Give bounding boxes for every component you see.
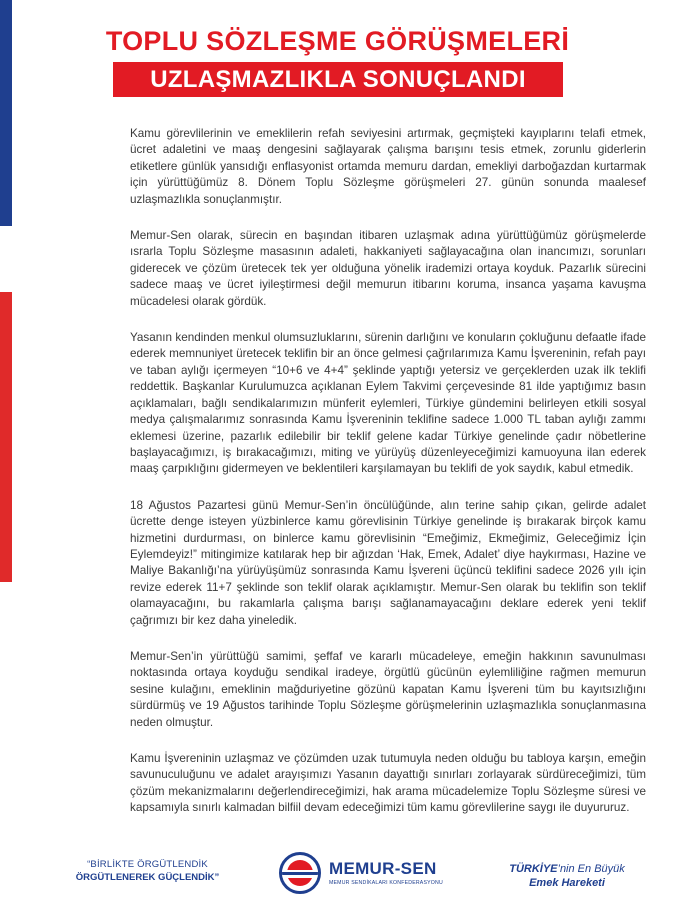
tagline-line-2: Emek Hareketi xyxy=(529,877,605,889)
tagline-bold: TÜRKİYE xyxy=(509,863,558,875)
paragraph-6: Kamu İşvereninin uzlaşmaz ve çözümden uzak tutumuyla neden olduğu bu tabloya karşın, emeğin savunuculuğunu ve adalet arayışımızı Yasanın dayattığı sınırları zorlayarak sürdüreceğimizi, tüm çözüm mekanizmalarını değerlendireceğimizi, hak arama mücadelemize Toplu Sözleşme süresi ve kapsamıyla sınırlı kalmadan bilfiil devam edeceğimizi tüm kamu görevlilerine saygı ile duyururuz. xyxy=(130,752,646,815)
paragraph-4: 18 Ağustos Pazartesi günü Memur-Sen’in öncülüğünde, alın terine sahip çıkan, gelirde adalet ücrette denge isteyen yüzbinlerce kamu görevlisinin Türkiye genelinde iş bırakarak birçok kamu hizmetini durdurması, on binlerce kamu görevlisinin “Emeğimiz, Ekmeğimiz, Geleceğimiz İçin Eylemdeyiz!” mitingimize katılarak hep bir ağızdan ‘Hak, Emek, Adalet’ diye haykırması, Hazine ve Maliye Bakanlığı’na yürüyüşümüz sonrasında Kamu İşvereni üçüncü teklifini sadece 2026 yılı için revize ederek 11+7 şeklinde son teklif olarak açıklamıştır. Memur-Sen olarak bu teklifin son teklif olamayacağını, bu rakamlarla çalışma barışı sağlanamayacağını deklare ederek yeni teklif çağrımızı bir kez daha yineledik. xyxy=(130,498,646,627)
footer-tagline xyxy=(492,862,642,890)
slogan-line-2: ÖRGÜTLENEREK GÜÇLENDİK” xyxy=(75,872,220,883)
title-banner xyxy=(113,62,563,97)
title-line-1: TOPLU SÖZLEŞME GÖRÜŞMELERİ xyxy=(105,26,570,56)
memur-sen-logo-icon xyxy=(279,852,321,894)
slogan-line-1: “BİRLİKTE ÖRGÜTLENDİK xyxy=(87,859,208,870)
paragraph-3: Yasanın kendinden menkul olumsuzluklarını, sürenin darlığını ve konuların çokluğunu defaatle ifade ederek memnuniyet üretecek teklifin bir an önce gelmesi çağrılarımıza Kamu İşvereninin, refah payı ve taban aylığı içermeyen “10+6 ve 4+4” şeklinde yaptığı yetersiz ve gerçeklerden uzak ilk teklifi reddettik. Başkanlar Kurulumuzca açıklanan Eylem Takvimi çerçevesinde 81 ilde yaptığımız basın açıklamaları, bağlı sendikalarımızın münferit eylemleri, Türkiye gündemini belirleyen etkili sosyal medya çalışmalarımız sonrasında Kamu İşvereninin teklifine sadece 1.000 TL taban aylığı zammı eklemesi üzerine, pazarlık edilebilir bir teklif gelene kadar Türkiye genelinde çadır nöbetlerine başlayacağımızı, iş bırakacağımızı, miting ve yürüyüş düzenleyeceğimizi kamuoyuna ilan ederek maaş çarpıklığını gidermeyen ve beklentileri karşılamayan bu teklifi de yok saydık, kabul etmedik. xyxy=(130,331,646,476)
title-line-2: UZLAŞMAZLIKLA SONUÇLANDI xyxy=(150,65,526,93)
footer-slogan xyxy=(60,858,235,884)
document-body xyxy=(130,126,646,837)
paragraph-1: Kamu görevlilerinin ve emeklilerin refah seviyesini artırmak, geçmişteki kayıplarını telafi etmek, ücret adaletini ve maaş dengesini sağlayarak çalışma barışını tesis etmek, zorunlu giderlerin etiketlere günlük yansıdığı enflasyonist ortamda memuru dardan, emekliyi darboğazdan kurtarmak için yürüttüğümüz 8. Dönem Toplu Sözleşme görüşmeleri 27. günün sonunda maalesef uzlaşmazlıkla sonuçlanmıştır. xyxy=(130,127,646,206)
paragraph-2: Memur-Sen olarak, sürecin en başından itibaren uzlaşmak adına yürüttüğümüz görüşmelerde ısrarla Toplu Sözleşme masasının adaleti, hakkaniyeti sağlayacağına olan inancımızı, sorunları giderecek ve çözüm üretecek tek yer olduğuna yönelik irademizi ortaya koyduk. Pazarlık sürecini sadece maaş ve ücret iyileştirmesi değil memurun itibarını koruma, insanca yaşama kavuşma mücadelesi olarak gördük. xyxy=(130,229,646,308)
brand-name: MEMUR-SEN xyxy=(329,859,437,878)
red-side-stripe xyxy=(0,292,12,582)
brand-subtitle: MEMUR SENDİKALARI KONFEDERASYONU xyxy=(329,880,443,886)
brand-block xyxy=(329,860,459,886)
paragraph-5: Memur-Sen’in yürüttüğü samimi, şeffaf ve kararlı mücadeleye, emeğin hakkının savunulması noktasında ortaya koyduğu sendikal iradeye, örgütlü gücünün eylemliliğine rağmen memurun sesine kulağını, emeklinin mağduriyetine gözünü kapatan Kamu İşvereni tüm bu kayıtsızlığını sürdürmüş ve 19 Ağustos tarihinde Toplu Sözleşme görüşmelerinin uzlaşmazlıkla sonuçlanmasına neden olmuştur. xyxy=(130,649,646,729)
tagline-rest: ’nin En Büyük xyxy=(557,863,625,875)
